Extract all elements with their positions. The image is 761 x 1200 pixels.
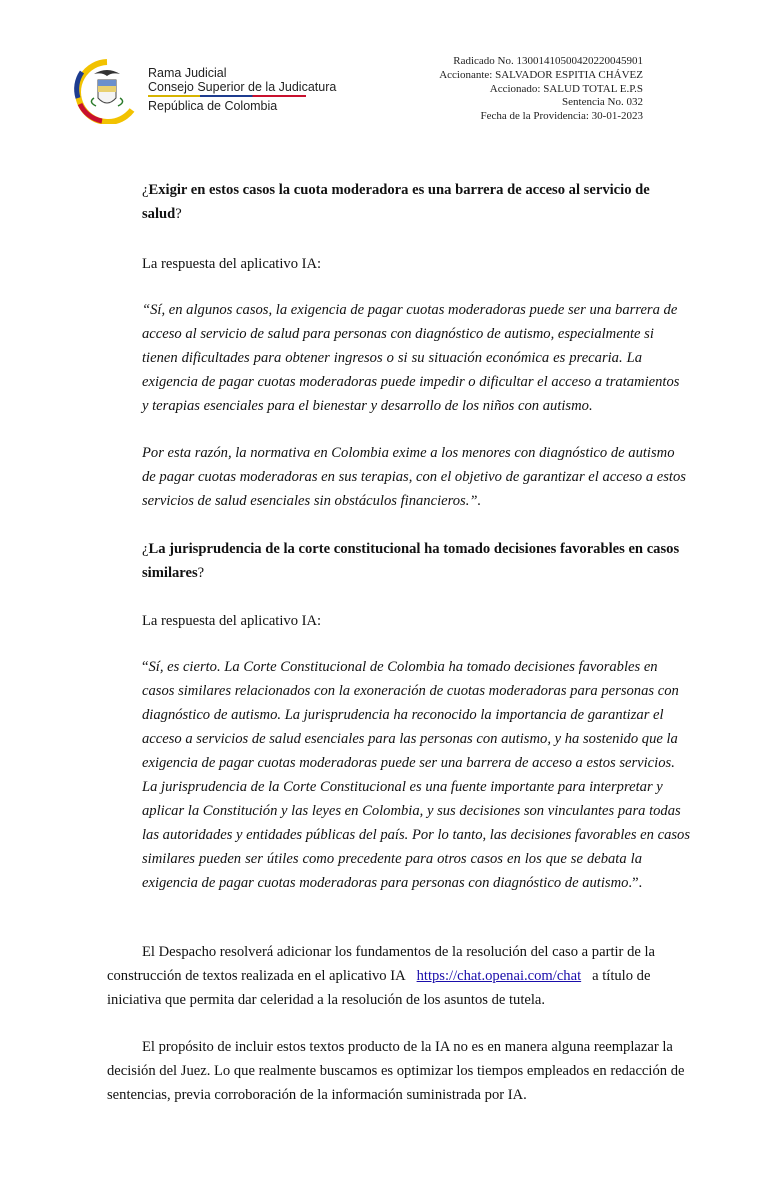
organization-name <box>148 66 336 113</box>
answer-1-paragraph-1: “Sí, en algunos casos, la exigencia de pagar cuotas moderadoras puede ser una barrera de acceso al servicio de salud para personas con diagnóstico de autismo, especialmente si tienen dificultades para obtener ingresos o si su situación económica es precaria. La exigencia de pagar cuotas moderadoras puede impedir o dificultar el acceso a tratamientos y terapias esenciales para el bienestar y desarrollo de los niños con autismo. <box>142 302 680 414</box>
chatgpt-link[interactable]: https://chat.openai.com/chat <box>416 968 582 984</box>
question-1-line-2: salud <box>142 206 176 222</box>
question-2-line-2: similares <box>142 565 198 581</box>
proposito-paragraph: El propósito de incluir estos textos producto de la IA no es en manera alguna reemplazar la decisión del Juez. Lo que realmente buscamos es optimizar los tiempos empleados en redacción de sentencias, previa corroboración de la información suministrada por IA. <box>107 1039 685 1103</box>
answer-intro-2: La respuesta del aplicativo IA: <box>142 613 322 629</box>
org-line-rama: Rama Judicial <box>148 66 227 80</box>
radicado: Radicado No. 13001410500420220045901 <box>453 55 643 67</box>
accionado: Accionado: SALUD TOTAL E.P.S <box>489 82 643 95</box>
fecha-providencia: Fecha de la Providencia: 30-01-2023 <box>480 110 643 123</box>
rama-judicial-logo <box>72 58 142 124</box>
answer-2-paragraph: “Sí, es cierto. La Corte Constitucional de Colombia ha tomado decisiones favorables en casos similares relacionados con la exoneración de cuotas moderadoras para personas con diagnóstico de autismo. La jurisprudencia ha reconocido la importancia de garantizar el acceso a servicios de salud esenciales para las personas con autismo, y ha sostenido que la exigencia de pagar cuotas moderadoras puede ser una barrera de acceso a estos servicios. La jurisprudencia de la Corte Constitucional es una fuente importante para interpretar y aplicar la Constitución y las leyes en Colombia, y sus decisiones son vinculantes para todas las autoridades y entidades públicas del país. Por lo tanto, las decisiones favorables en casos similares pueden ser útiles como precedente para otros casos en los que se debata la exigencia de pagar cuotas moderadoras para personas con diagnóstico de autismo.”. <box>142 659 691 891</box>
despacho-paragraph: El Despacho resolverá adicionar los fundamentos de la resolución del caso a partir de la construcción de textos realizada en el aplicativo IA https://chat.openai.com/chat a título de iniciativa que permita dar celeridad a la resolución de los asuntos de tutela. <box>107 944 656 1008</box>
answer-intro-1: La respuesta del aplicativo IA: <box>142 256 322 272</box>
question-2: ¿La jurisprudencia de la corte constitucional ha tomado decisiones favorables en casos similares? <box>142 541 680 581</box>
accionante: Accionante: SALVADOR ESPITIA CHÁVEZ <box>439 68 643 81</box>
org-line-consejo: Consejo Superior de la Judicatura <box>148 80 337 94</box>
case-metadata <box>439 55 643 124</box>
question-1: ¿Exigir en estos casos la cuota moderadora es una barrera de acceso al servicio de salud? <box>142 182 650 222</box>
org-line-republica: República de Colombia <box>148 99 278 113</box>
question-1-line-1: Exigir en estos casos la cuota moderadora es una barrera de acceso al servicio de <box>148 182 650 198</box>
sentencia-number: Sentencia No. 032 <box>562 96 643 109</box>
question-2-line-1: La jurisprudencia de la corte constitucional ha tomado decisiones favorables en casos <box>148 541 680 557</box>
despacho-line-2: construcción de textos realizada en el aplicativo IA https://chat.openai.com/chat a título de <box>107 968 651 984</box>
answer-1-paragraph-2: Por esta razón, la normativa en Colombia exime a los menores con diagnóstico de autismo de pagar cuotas moderadoras en sus terapias, con el objetivo de garantizar el acceso a estos servicios de salud esenciales sin obstáculos financieros.”. <box>142 445 686 509</box>
flag-rule <box>148 95 306 97</box>
